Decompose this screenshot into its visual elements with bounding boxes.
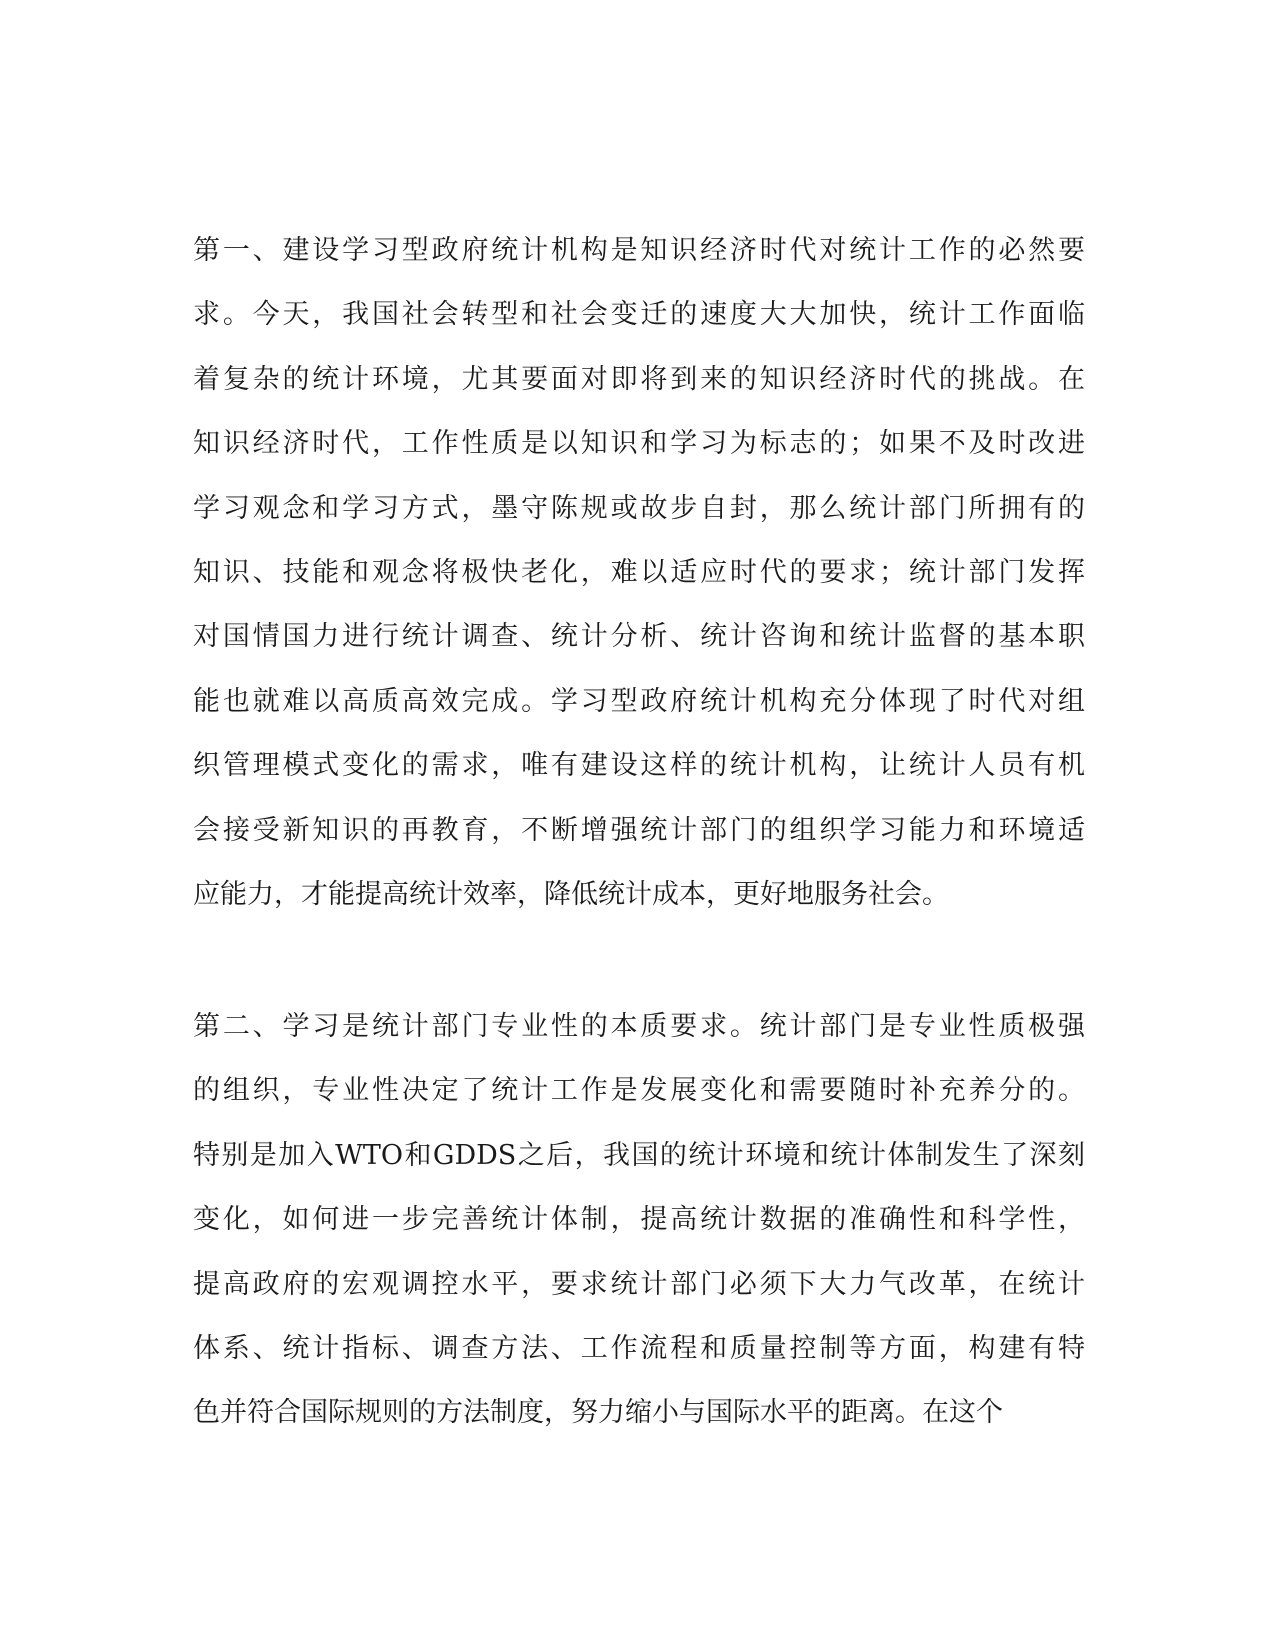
paragraph-1 <box>193 219 1085 927</box>
text-line: 学习观念和学习方式，墨守陈规或故步自封，那么统计部门所拥有的 <box>193 492 1085 524</box>
text-line: 提高政府的宏观调控水平，要求统计部门必须下大力气改革，在统计 <box>193 1268 1085 1300</box>
text-line: 知识、技能和观念将极快老化，难以适应时代的要求；统计部门发挥 <box>193 556 1085 588</box>
paragraph-2 <box>193 995 1085 1446</box>
text-line: 知识经济时代，工作性质是以知识和学习为标志的；如果不及时改进 <box>193 428 1085 460</box>
text-line: 体系、统计指标、调查方法、工作流程和质量控制等方面，构建有特 <box>193 1332 1085 1364</box>
text-line: 第一、建设学习型政府统计机构是知识经济时代对统计工作的必然要 <box>193 235 1085 266</box>
text-line: 第二、学习是统计部门专业性的本质要求。统计部门是专业性质极强 <box>193 1011 1085 1042</box>
text-line: 的组织，专业性决定了统计工作是发展变化和需要随时补充养分的。 <box>193 1075 1085 1107</box>
text-line: 对国情国力进行统计调查、统计分析、统计咨询和统计监督的基本职 <box>193 621 1085 653</box>
text-line: 能也就难以高质高效完成。学习型政府统计机构充分体现了时代对组 <box>193 685 1085 717</box>
text-line: 变化，如何进一步完善统计体制，提高统计数据的准确性和科学性， <box>193 1204 1085 1236</box>
text-line: 应能力，才能提高统计效率，降低统计成本，更好地服务社会。 <box>193 878 949 910</box>
text-line: 会接受新知识的再教育，不断增强统计部门的组织学习能力和环境适 <box>193 814 1085 846</box>
text-line: 织管理模式变化的需求，唯有建设这样的统计机构，让统计人员有机 <box>193 750 1085 782</box>
text-line: 着复杂的统计环境，尤其要面对即将到来的知识经济时代的挑战。在 <box>193 363 1085 395</box>
text-line: 特别是加入WTO和GDDS之后，我国的统计环境和统计体制发生了深刻 <box>193 1139 1085 1171</box>
text-line: 求。今天，我国社会转型和社会变迁的速度大大加快，统计工作面临 <box>193 299 1085 331</box>
text-line: 色并符合国际规则的方法制度，努力缩小与国际水平的距离。在这个 <box>193 1397 1003 1429</box>
